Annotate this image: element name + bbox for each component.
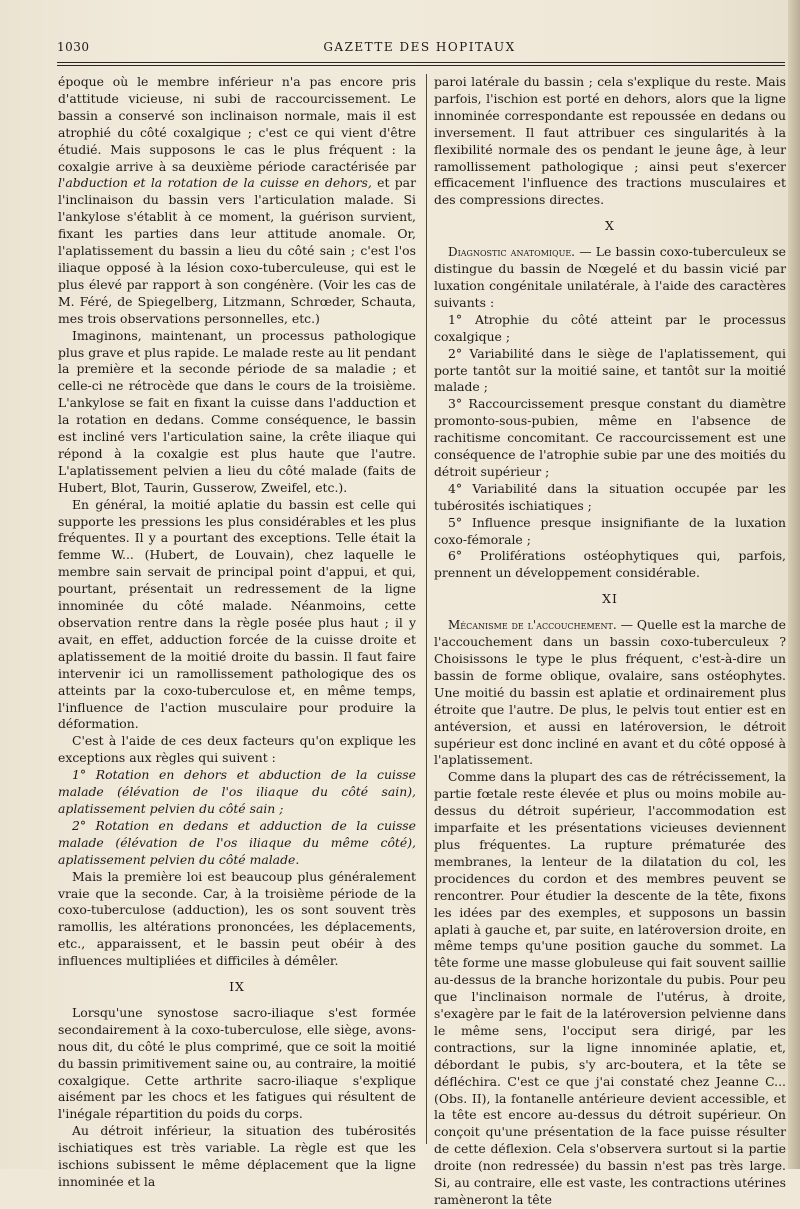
- page-header: [57, 40, 782, 60]
- page-edge-shadow: [788, 0, 800, 1169]
- paragraph: C'est à l'aide de ces deux facteurs qu'on explique les exceptions aux règles qui suivent :: [58, 733, 416, 766]
- section-heading-x: X: [605, 218, 615, 234]
- paragraph: Au détroit inférieur, la situation des tubérosités ischiatiques est très variable. La règle est que les ischions subissent le même déplacement que la ligne innominée et la: [58, 1123, 416, 1189]
- list-item: 2° Variabilité dans le siège de l'aplatissement, qui porte tantôt sur la moitié saine, et tantôt sur la moitié malade ;: [434, 345, 786, 395]
- section-heading-ix: IX: [229, 979, 245, 995]
- paragraph: Comme dans la plupart des cas de rétrécissement, la partie fœtale reste élevée et plus ou moins mobile au-dessus du détroit supérieur, l'accommodation est imparfaite et les présentations vicieuses deviennent plus fréquentes. La rupture prématurée des membranes, la lenteur de la dilatation du col, les procidences du cordon et des membres peuvent se rencontrer. Pour étudier la descente de la tête, fixons les idées par des exemples, et supposons un bassin aplati à gauche et, par suite, en latéroversion droite, en même temps qu'une position gauche du sommet. La tête forme une masse globuleuse qui fait souvent saillie au-dessus de la branche horizontale du pubis. Pour peu que l'inclinaison normale de l'utérus, à droite, s'exagère par le fait de la latéroversion pelvienne dans le même sens, l'occiput sera dirigé, par les contractions, sur la ligne innominée aplatie, et, débordant le pubis, s'y arc-boutera, et la tête se défléchira. C'est ce que j'ai constaté chez Jeanne C... (Obs. II), la fontanelle antérieure devient accessible, et la tête est encore au-dessus du détroit supérieur. On conçoit qu'une présentation de la face puisse résulter de cette déflexion. Cela s'observera surtout si la partie droite (non redressée) du bassin n'est pas très large. Si, au contraire, elle est vaste, les contractions utérines ramèneront la tête: [434, 769, 786, 1207]
- right-column: [434, 74, 786, 1209]
- section-heading-xi: XI: [602, 591, 618, 607]
- run-in-heading: Mécanisme de l'accouchement.: [448, 618, 617, 633]
- header-rule: [57, 62, 785, 63]
- run-in-heading: Diagnostic anatomique.: [448, 245, 575, 260]
- paragraph: paroi latérale du bassin ; cela s'explique du reste. Mais parfois, l'ischion est porté en dehors, alors que la ligne innominée correspondante est repoussée en dedans ou inversement. Il faut attribuer ces singularités à la flexibilité normale des os pendant le jeune âge, à leur ramollissement pathologique ; ainsi peut s'exercer efficacement l'influence des tractions musculaires et des compressions directes.: [434, 74, 786, 208]
- paragraph: Diagnostic anatomique. — Le bassin coxo-tuberculeux se distingue du bassin de Nœgelé et du bassin vicié par luxation congénitale unilatérale, à l'aide des caractères suivants :: [434, 244, 786, 310]
- left-column: [58, 74, 416, 1191]
- list-item: 1° Atrophie du côté atteint par le processus coxalgique ;: [434, 311, 786, 344]
- paragraph: Mécanisme de l'accouchement. — Quelle est la marche de l'accouchement dans un bassin coxo-tuberculeux ? Choisissons le type le plus fréquent, c'est-à-dire un bassin de forme oblique, ovalaire, sans ostéophytes. Une moitié du bassin est aplatie et ordinairement plus étroite que l'autre. De plus, le pelvis tout entier est en antéversion, et aussi en latéroversion, le détroit supérieur est donc incliné en avant et du côté opposé à l'aplatissement.: [434, 617, 786, 768]
- journal-title: GAZETTE DES HOPITAUX: [323, 40, 516, 54]
- list-item: 6° Proliférations ostéophytiques qui, parfois, prennent un développement considérable.: [434, 548, 786, 581]
- list-item: 3° Raccourcissement presque constant du diamètre promonto-sous-pubien, même en l'absence de rachitisme concomitant. Ce raccourcissement est une conséquence de l'atrophie subie par une des moitiés du détroit supérieur ;: [434, 396, 786, 479]
- paragraph: Lorsqu'une synostose sacro-iliaque s'est formée secondairement à la coxo-tuberculose, elle siège, avons-nous dit, du côté le plus comprimé, que ce soit la moitié du bassin primitivement saine ou, au contraire, la moitié coxalgique. Cette arthrite sacro-iliaque s'explique aisément par les chocs et les fatigues qui résultent de l'inégale répartition du poids du corps.: [58, 1004, 416, 1122]
- column-divider: [426, 74, 427, 1144]
- paragraph: époque où le membre inférieur n'a pas encore pris d'attitude vicieuse, ni subi de raccourcissement. Le bassin a conservé son inclinaison normale, mais il est atrophié du côté coxalgique ; c'est ce qui vient d'être étudié. Mais supposons le cas le plus fréquent : la coxalgie arrive à sa deuxième période caractérisée par l'abduction et la rotation de la cuisse en dehors, et par l'inclinaison du bassin vers l'articulation malade. Si l'ankylose s'établit à ce moment, la guérison survient, fixant les parties dans leur attitude anomale. Or, l'aplatissement du bassin a lieu du côté sain ; c'est l'os iliaque opposé à la lésion coxo-tuberculeuse, qui est le plus élevé par rapport à son congénère. (Voir les cas de M. Féré, de Spiegelberg, Litzmann, Schrœder, Schauta, mes trois observations personnelles, etc.): [58, 74, 416, 326]
- page-number: 1030: [57, 40, 90, 54]
- list-item: 5° Influence presque insignifiante de la luxation coxo-fémorale ;: [434, 514, 786, 547]
- paragraph: En général, la moitié aplatie du bassin est celle qui supporte les pressions les plus considérables et les plus fréquentes. Il y a pourtant des exceptions. Telle était la femme W... (Hubert, de Louvain), chez laquelle le membre sain servait de principal point d'appui, et qui, pourtant, présentait un redressement de la ligne innominée du côté malade. Néanmoins, cette observation rentre dans la règle posée plus haut ; il y avait, en effet, adduction forcée de la cuisse droite et aplatissement de la moitié droite du bassin. Il faut faire intervenir ici un ramollissement pathologique des os atteints par la coxo-tuberculose et, en même temps, l'influence de l'action musculaire pour produire la déformation.: [58, 496, 416, 732]
- rule-item-1: 1° Rotation en dehors et abduction de la cuisse malade (élévation de l'os iliaque du côté sain), aplatissement pelvien du côté sain ;: [58, 767, 416, 816]
- list-item: 4° Variabilité dans la situation occupée par les tubérosités ischiatiques ;: [434, 480, 786, 513]
- rule-item-2: 2° Rotation en dedans et adduction de la cuisse malade (élévation de l'os iliaque du même côté), aplatissement pelvien du côté malade.: [58, 817, 416, 867]
- paragraph: Mais la première loi est beaucoup plus généralement vraie que la seconde. Car, à la troisième période de la coxo-tuberculose (adduction), les os sont souvent très ramollis, les altérations prononcées, les déplacements, etc., apparaissent, et le bassin peut obéir à des influences multipliées et difficiles à démêler.: [58, 868, 416, 969]
- header-rule-thin: [57, 65, 785, 66]
- paragraph: Imaginons, maintenant, un processus pathologique plus grave et plus rapide. Le malade reste au lit pendant la première et la seconde période de sa maladie ; et celle-ci ne rétrocède que dans le cours de la troisième. L'ankylose se fait en fixant la cuisse dans l'adduction et la rotation en dedans. Comme conséquence, le bassin est incliné vers l'articulation saine, la crête iliaque qui répond à la coxalgie est plus haute que l'autre. L'aplatissement pelvien a lieu du côté malade (faits de Hubert, Blot, Taurin, Gusserow, Zweifel, etc.).: [58, 327, 416, 495]
